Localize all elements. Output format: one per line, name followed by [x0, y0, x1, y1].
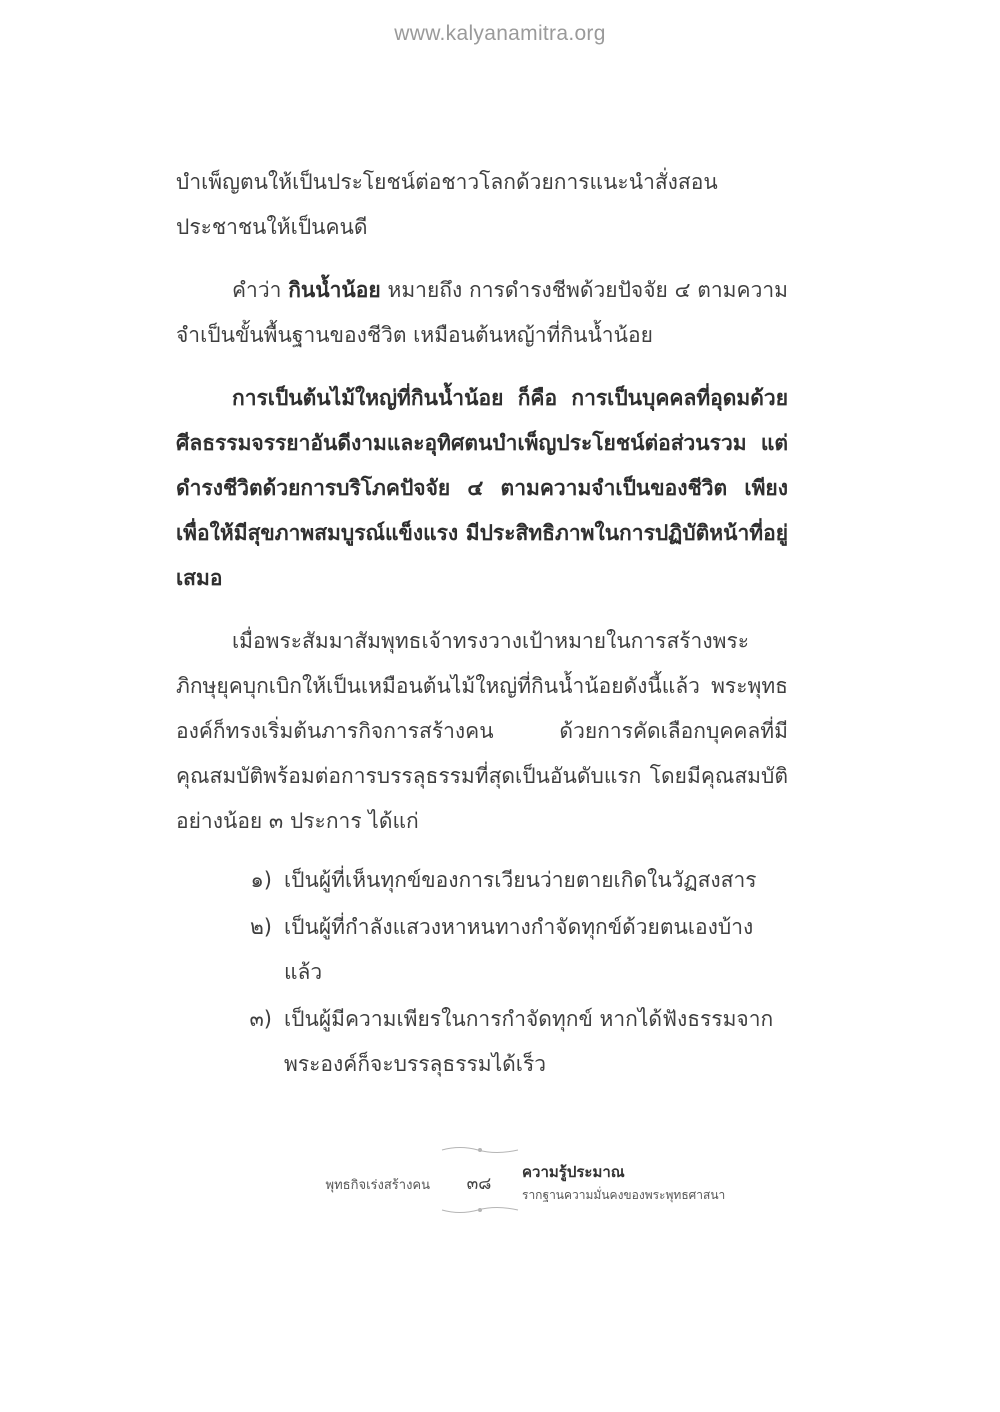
footer-chapter [522, 1160, 782, 1205]
qualification-list [176, 858, 788, 1087]
footer-chapter-title: ความรู้ประมาณ [522, 1163, 625, 1181]
list-item-number: ๓) [249, 1007, 272, 1031]
paragraph-2-term: กินน้ำน้อย [288, 278, 381, 302]
page-footer [0, 1146, 1000, 1226]
page-number: ๓๘ [466, 1174, 492, 1194]
paragraph-3-bold: การเป็นต้นไม้ใหญ่ที่กินน้ำน้อย ก็คือ การเป็นบุคคลที่อุดมด้วยศีลธรรมจรรยาอันดีงามและอุทิศตนบำเพ็ญประโยชน์ต่อส่วนรวม แต่ดำรงชีวิตด้วยการบริโภคปัจจัย ๔ ตามความจำเป็นของชีวิต เพียงเพื่อให้มีสุขภาพสมบูรณ์แข็งแรง มีประสิทธิภาพในการปฏิบัติหน้าที่อยู่เสมอ [176, 386, 788, 590]
paragraph-2-prefix: คำว่า [232, 278, 289, 302]
page-body [176, 160, 788, 1089]
list-item [176, 997, 788, 1087]
ornament-top-icon [440, 1144, 520, 1156]
footer-book-title: พุทธกิจเร่งสร้างคน [325, 1178, 430, 1193]
list-item-number: ๑) [250, 868, 272, 892]
footer-chapter-subtitle: รากฐานความมั่นคงของพระพุทธศาสนา [522, 1188, 726, 1202]
paragraph-4: เมื่อพระสัมมาสัมพุทธเจ้าทรงวางเป้าหมายในการสร้างพระภิกษุยุคบุกเบิกให้เป็นเหมือนต้นไม้ใหญ่ที่กินน้ำน้อยดังนี้แล้ว พระพุทธองค์ก็ทรงเริ่มต้นภารกิจการสร้างคน ด้วยการคัดเลือกบุคคลที่มีคุณสมบัติพร้อมต่อการบรรลุธรรมที่สุดเป็นอันดับแรก โดยมีคุณสมบัติอย่างน้อย ๓ ประการ ได้แก่ [176, 629, 788, 833]
list-item-text: เป็นผู้มีความเพียรในการกำจัดทุกข์ หากได้ฟังธรรมจากพระองค์ก็จะบรรลุธรรมได้เร็ว [284, 1007, 774, 1076]
watermark-url: www.kalyanamitra.org [394, 22, 606, 45]
list-item-number: ๒) [249, 915, 272, 939]
paragraph-2-rest: หมายถึง การดำรงชีพด้วยปัจจัย ๔ ตามความจำเป็นขั้นพื้นฐานของชีวิต เหมือนต้นหญ้าที่กินน้ำน้อย [176, 278, 788, 347]
paragraph-1: บำเพ็ญตนให้เป็นประโยชน์ต่อชาวโลกด้วยการแนะนำสั่งสอนประชาชนให้เป็นคนดี [176, 170, 718, 239]
list-item [176, 905, 788, 995]
paragraph-2 [176, 268, 788, 358]
ornament-bottom-icon [440, 1204, 520, 1216]
list-item [176, 858, 788, 903]
list-item-text: เป็นผู้ที่กำลังแสวงหาหนทางกำจัดทุกข์ด้วยตนเองบ้างแล้ว [284, 915, 754, 984]
list-item-text: เป็นผู้ที่เห็นทุกข์ของการเวียนว่ายตายเกิดในวัฏสงสาร [284, 868, 757, 892]
